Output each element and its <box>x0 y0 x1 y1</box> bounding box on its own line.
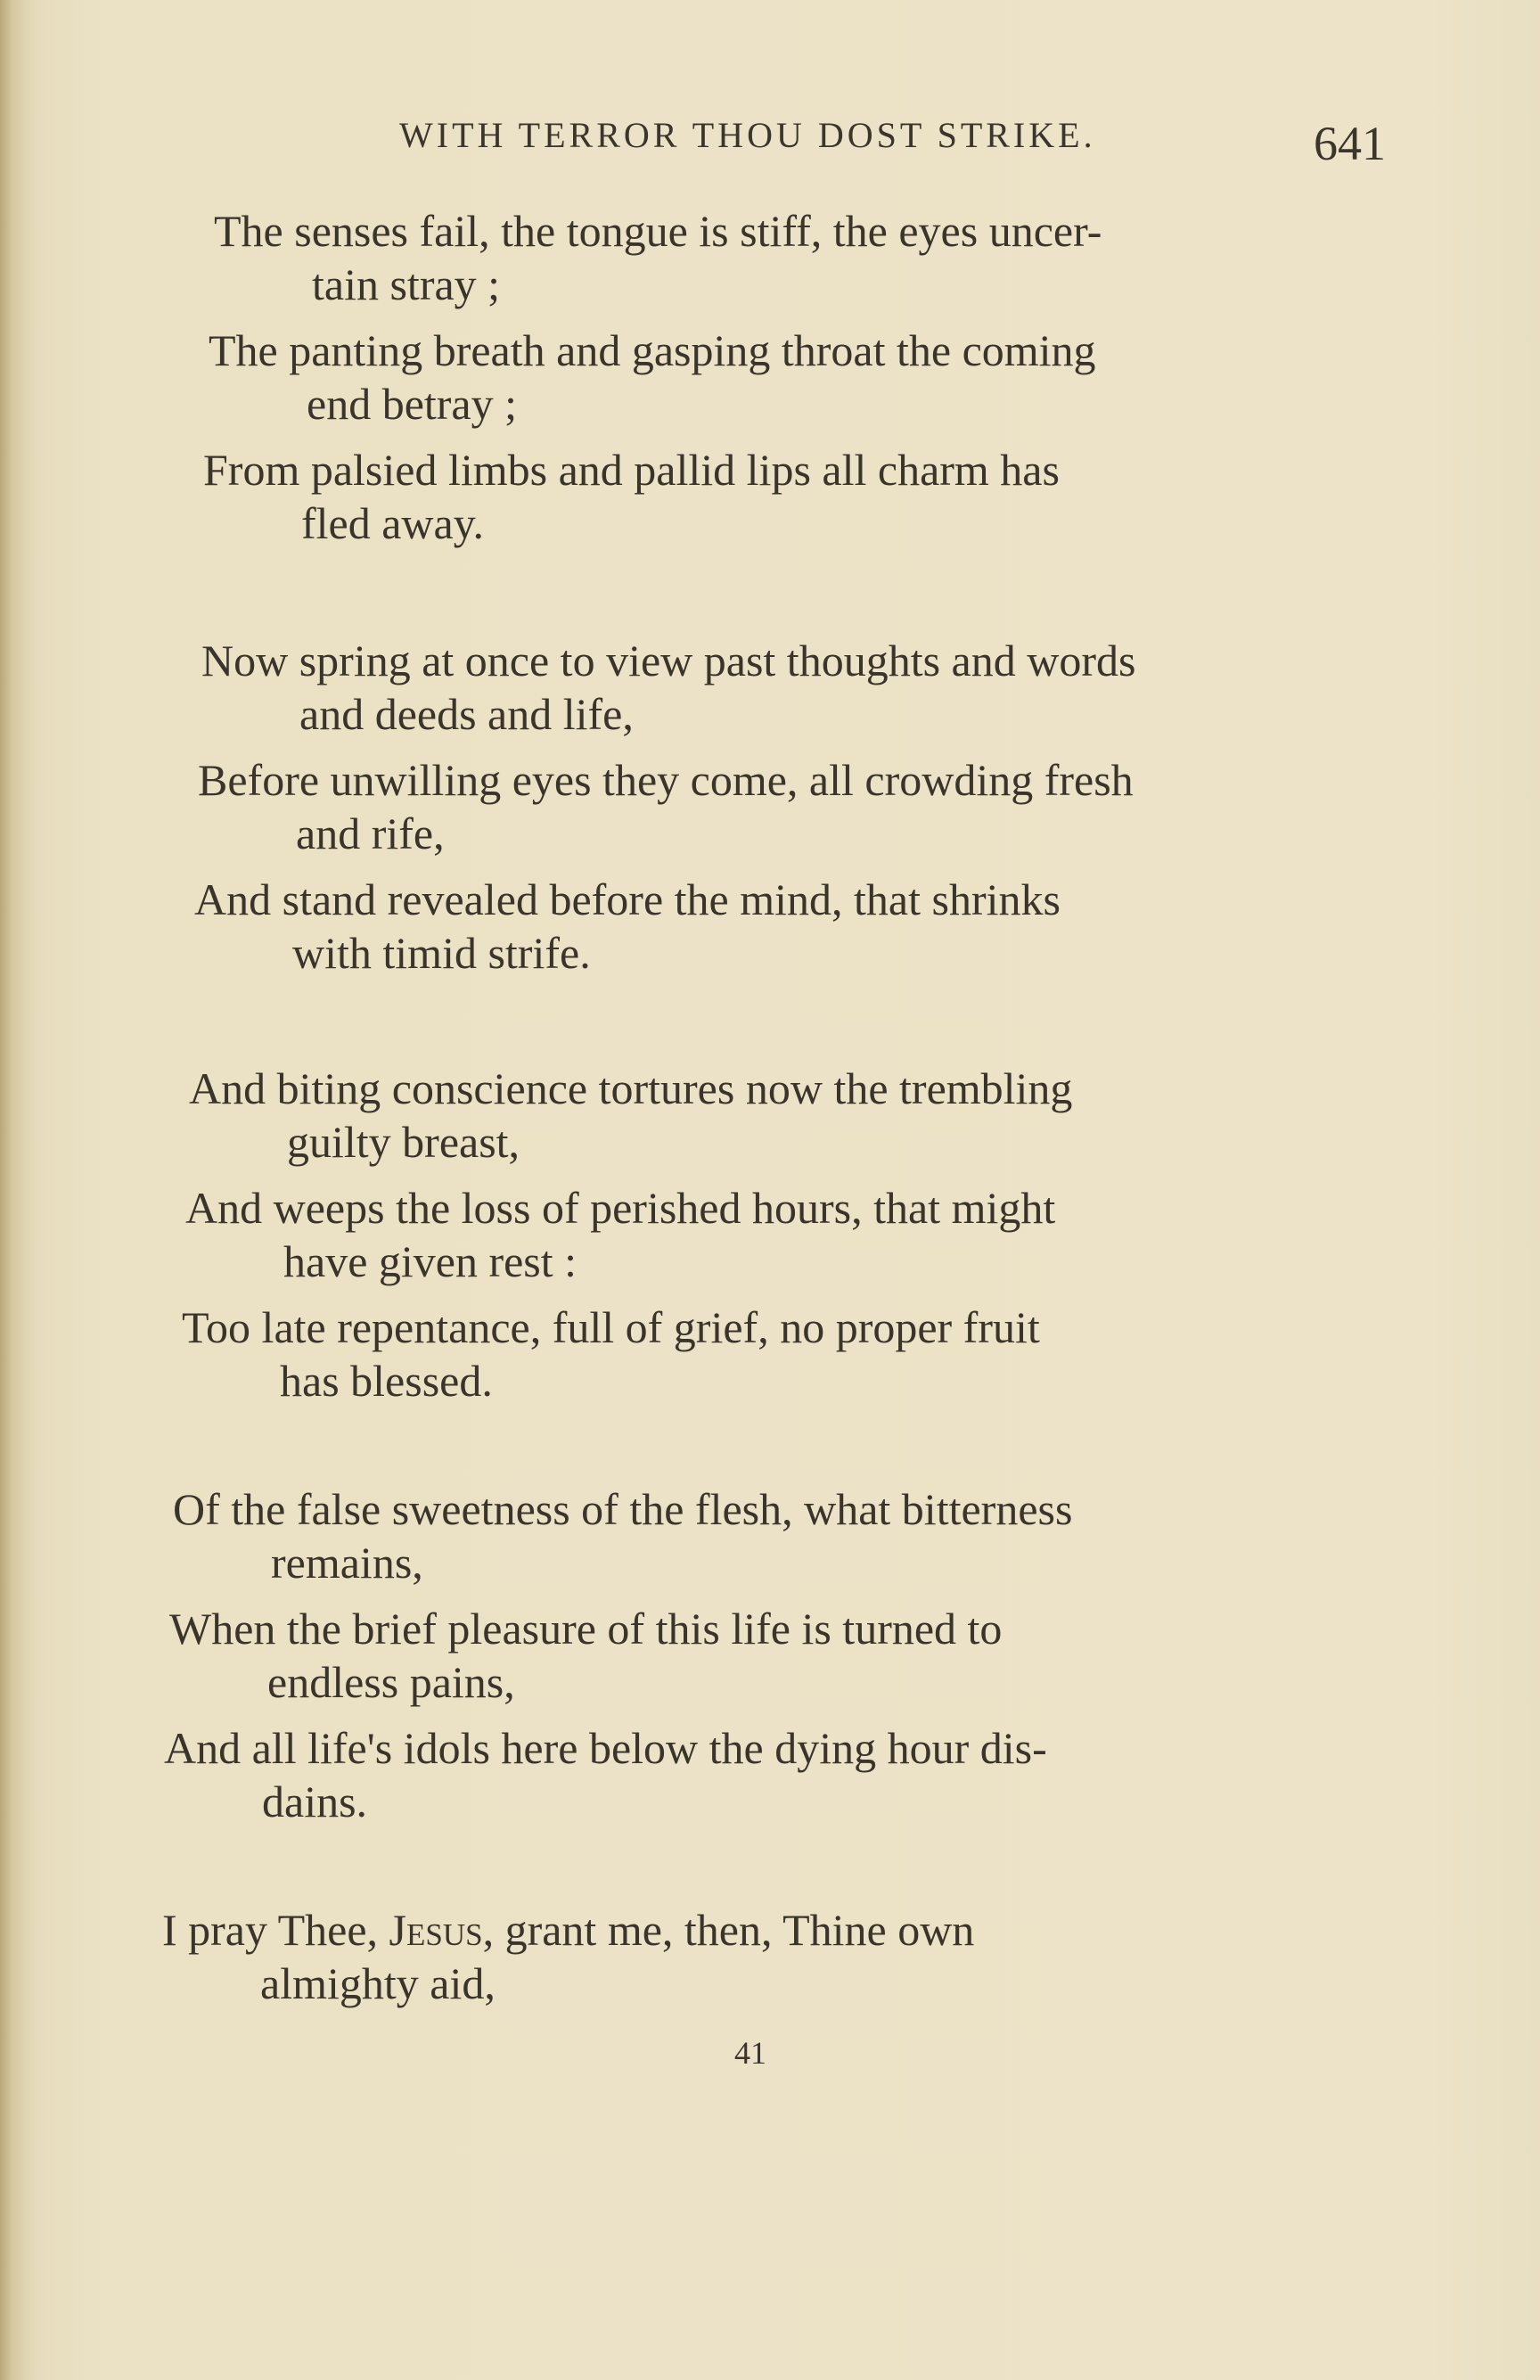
verse-line <box>214 201 1540 314</box>
verse-line-text: And stand revealed before the mind, that shrinks <box>194 874 1061 924</box>
verse-line <box>169 1599 1540 1711</box>
verse-line-text-part: , grant me, then, Thine own <box>482 1905 975 1955</box>
name-jesus: Jesus <box>389 1905 483 1955</box>
verse-line-continuation: end betray ; <box>307 379 518 429</box>
signature-mark: 41 <box>734 2035 766 2071</box>
verse-line-text: When the brief pleasure of this life is turned to <box>169 1604 1003 1654</box>
verse-line-continuation: tain stray ; <box>312 259 501 309</box>
verse-line <box>164 1719 1540 1831</box>
stanza-1 <box>0 201 1540 553</box>
verse-line <box>173 1480 1540 1592</box>
stanza-4 <box>0 1480 1540 1831</box>
verse-line-text: Before unwilling eyes they come, all crowding fresh <box>198 755 1134 805</box>
verse-line-text <box>162 1900 1540 1959</box>
verse-line-text: And weeps the loss of perished hours, that might <box>185 1183 1056 1233</box>
verse-line-text-part: I pray Thee, <box>162 1905 389 1955</box>
verse-line-text: From palsied limbs and pallid lips all charm has <box>203 445 1060 495</box>
verse-line-text: The panting breath and gasping throat the coming <box>209 325 1096 375</box>
verse-line <box>198 751 1540 863</box>
verse-line-continuation: and rife, <box>296 808 445 858</box>
verse-line-continuation: remains, <box>271 1538 423 1588</box>
verse-line-text: And all life's idols here below the dying hour dis- <box>164 1723 1047 1773</box>
verse-line-continuation: with timid strife. <box>292 928 591 978</box>
verse-line-continuation: has blessed. <box>280 1356 493 1406</box>
verse-line <box>203 440 1540 553</box>
verse-line <box>162 1900 1540 2013</box>
stanza-2 <box>0 631 1540 982</box>
verse-line-continuation: guilty breast, <box>287 1117 520 1167</box>
verse-line <box>185 1178 1540 1291</box>
verse-line-continuation: dains. <box>262 1777 368 1826</box>
verse-line-text: And biting conscience tortures now the trembling <box>189 1063 1073 1113</box>
verse-line-text: Of the false sweetness of the flesh, what bitterness <box>173 1484 1073 1534</box>
verse-line <box>201 631 1540 743</box>
running-head: WITH TERROR THOU DOST STRIKE. <box>399 115 1096 155</box>
stanza-5 <box>0 1900 1540 2013</box>
verse-line <box>209 321 1540 433</box>
verse-line-text: The senses fail, the tongue is stiff, the eyes uncer- <box>214 206 1102 256</box>
page-number: 641 <box>1314 117 1386 170</box>
verse-line-continuation: and deeds and life, <box>299 689 634 739</box>
verse-line-continuation: endless pains, <box>267 1657 515 1707</box>
verse-line <box>189 1059 1540 1171</box>
verse-line <box>194 870 1540 982</box>
stanza-3 <box>0 1059 1540 1410</box>
verse-line-continuation: fled away. <box>301 498 484 548</box>
verse-line-continuation: almighty aid, <box>260 1958 496 2008</box>
verse-line <box>182 1298 1540 1410</box>
verse-line-text: Now spring at once to view past thoughts and words <box>201 636 1136 685</box>
verse-line-text: Too late repentance, full of grief, no proper fruit <box>182 1302 1040 1352</box>
verse-line-continuation: have given rest : <box>283 1236 578 1286</box>
